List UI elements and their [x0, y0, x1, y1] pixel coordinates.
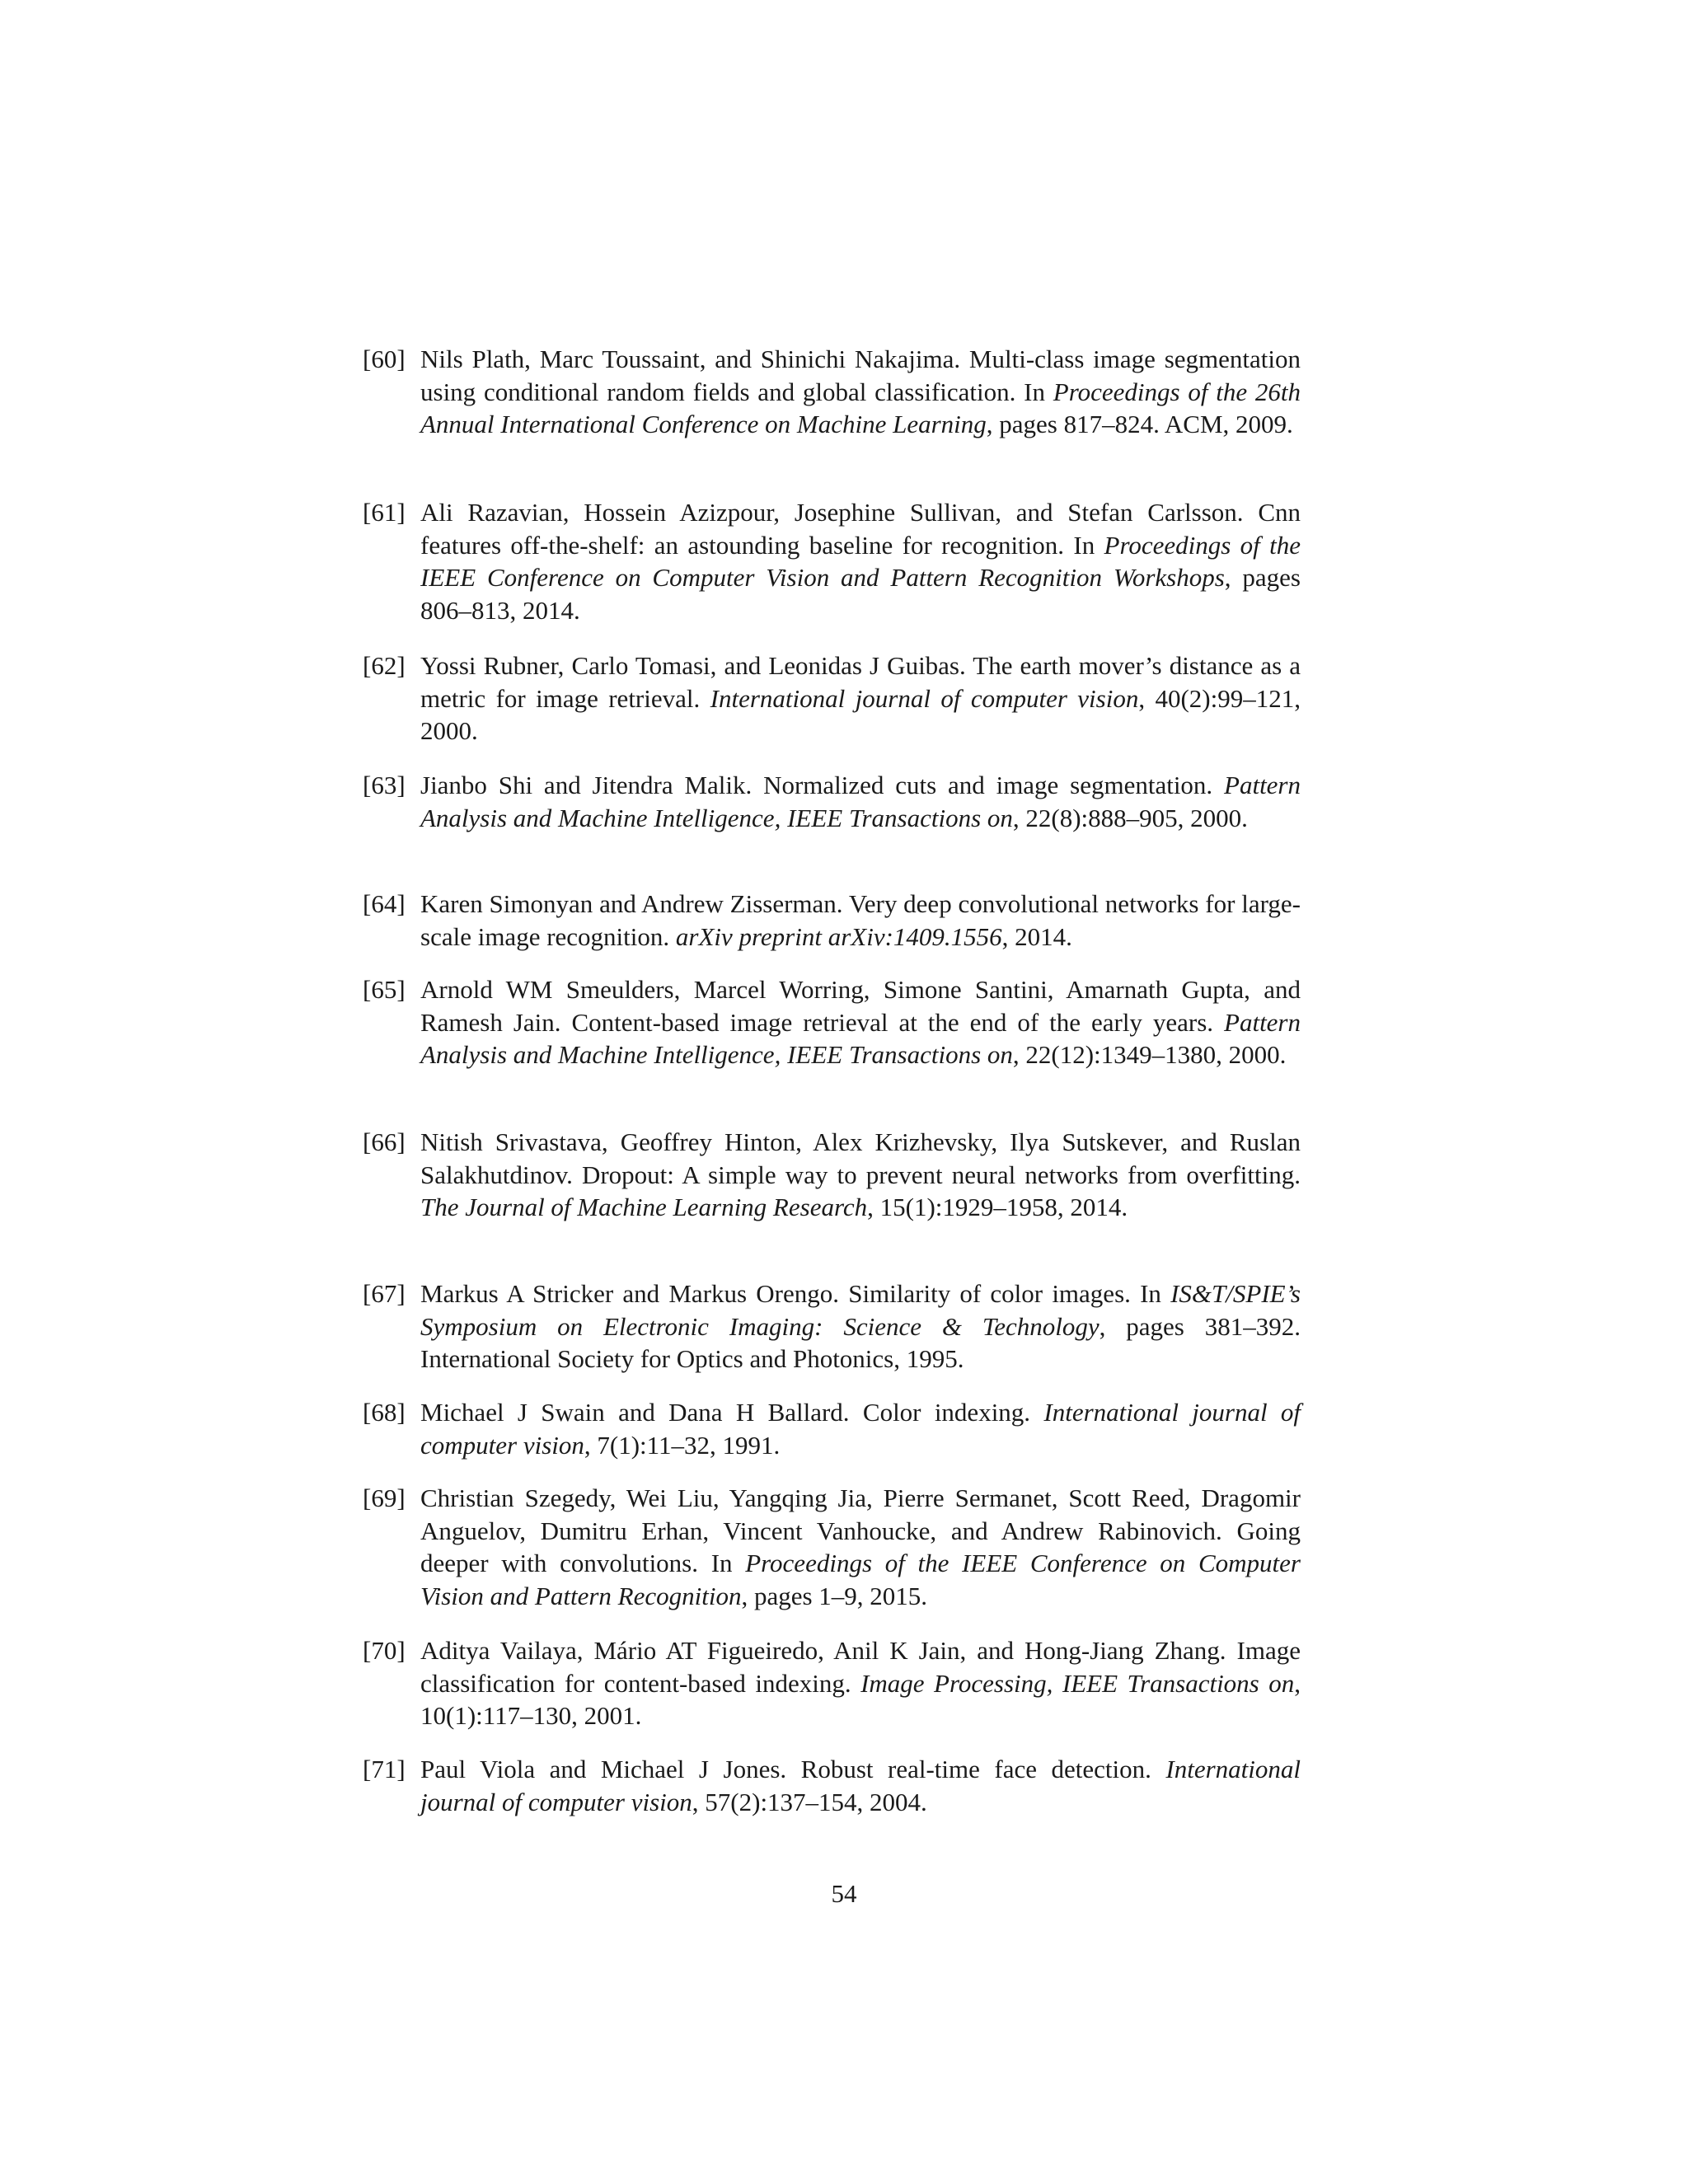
reference-entry [363, 1126, 1301, 1224]
reference-details: , pages 806–813, 2014. [420, 563, 1301, 625]
reference-details: , pages 817–824. ACM, 2009. [986, 410, 1293, 438]
reference-entry [363, 1396, 1301, 1461]
reference-entry [363, 1634, 1301, 1732]
reference-authors: Aditya Vailaya, Mário AT Figueiredo, Anil K Jain, and Hong-Jiang Zhang. [420, 1636, 1226, 1665]
reference-authors: Michael J Swain and Dana H Ballard. [420, 1398, 850, 1427]
reference-label: [68] [363, 1398, 406, 1427]
reference-text [420, 888, 1301, 953]
reference-authors: Arnold WM Smeulders, Marcel Worring, Simone Santini, Amarnath Gupta, and Ramesh Jain. [420, 975, 1301, 1037]
reference-label: [70] [363, 1636, 406, 1665]
reference-text [420, 1396, 1301, 1461]
reference-title: Very deep convolutional networks for large-scale image recognition. [420, 889, 1301, 951]
reference-authors: Nitish Srivastava, Geoffrey Hinton, Alex Krizhevsky, Ilya Sutskever, and Ruslan Salakhutdinov. [420, 1127, 1301, 1189]
reference-details: , pages 381–392. International Society for Optics and Photonics, 1995. [420, 1311, 1301, 1373]
reference-entry [363, 1753, 1301, 1818]
page-number: 54 [831, 1879, 857, 1908]
reference-details: , 10(1):117–130, 2001. [420, 1668, 1301, 1730]
reference-authors: Paul Viola and Michael J Jones. [420, 1755, 787, 1783]
reference-authors: Nils Plath, Marc Toussaint, and Shinichi Nakajima. [420, 344, 961, 373]
reference-venue: International journal of computer vision [420, 1398, 1301, 1460]
reference-text [420, 649, 1301, 748]
reference-entry [363, 343, 1301, 441]
reference-text [420, 1277, 1301, 1376]
reference-venue: Proceedings of the IEEE Conference on Computer Vision and Pattern Recognition [420, 1549, 1301, 1610]
reference-label: [66] [363, 1127, 406, 1156]
reference-title: Robust real-time face detection. [800, 1755, 1151, 1783]
reference-label: [64] [363, 889, 406, 918]
reference-authors: Jianbo Shi and Jitendra Malik. [420, 771, 753, 799]
reference-text [420, 343, 1301, 441]
reference-title: Cnn features off-the-shelf: an astounding baseline for recognition. In [420, 498, 1301, 560]
reference-entry [363, 1482, 1301, 1612]
reference-details: , 22(12):1349–1380, 2000. [1012, 1040, 1287, 1069]
reference-text [420, 1482, 1301, 1612]
reference-venue: Image Processing, IEEE Transactions on [860, 1668, 1295, 1698]
reference-details: , 15(1):1929–1958, 2014. [867, 1193, 1128, 1221]
reference-venue: Pattern Analysis and Machine Intelligence, IEEE Transactions on [420, 1007, 1301, 1069]
reference-title: The earth mover’s distance as a metric for image retrieval. [420, 651, 1301, 713]
reference-venue: International journal of computer vision [420, 1755, 1301, 1816]
reference-text [420, 1753, 1301, 1818]
reference-authors: Karen Simonyan and Andrew Zisserman. [420, 889, 843, 918]
reference-title: Content-based image retrieval at the end of the early years. [571, 1007, 1214, 1037]
reference-title: Image classification for content-based indexing. [420, 1636, 1301, 1698]
reference-title: Going deeper with convolutions. In [420, 1516, 1301, 1577]
reference-text [420, 496, 1301, 626]
reference-authors: Christian Szegedy, Wei Liu, Yangqing Jia, Pierre Sermanet, Scott Reed, Dragomir Anguelov, Dumitru Erhan, Vincent Vanhoucke, and Andrew Rabinovich. [420, 1483, 1301, 1545]
reference-text [420, 973, 1301, 1071]
reference-details: , 22(8):888–905, 2000. [1012, 803, 1248, 832]
reference-venue: IS&T/SPIE’s Symposium on Electronic Imaging: Science & Technology [420, 1279, 1301, 1341]
reference-text [420, 1126, 1301, 1224]
reference-entry [363, 496, 1301, 626]
reference-label: [60] [363, 344, 406, 373]
reference-text [420, 769, 1301, 834]
reference-entry [363, 769, 1301, 834]
reference-title: Dropout: A simple way to prevent neural networks from overfitting. [581, 1160, 1301, 1189]
reference-venue: Proceedings of the IEEE Conference on Computer Vision and Pattern Recognition Workshops [420, 530, 1301, 592]
reference-title: Color indexing. [862, 1398, 1031, 1427]
reference-entry [363, 888, 1301, 953]
reference-authors: Markus A Stricker and Markus Orengo. [420, 1279, 839, 1308]
reference-venue: Pattern Analysis and Machine Intelligence, IEEE Transactions on [420, 771, 1301, 832]
reference-entry [363, 973, 1301, 1071]
reference-label: [61] [363, 498, 406, 527]
reference-details: , 40(2):99–121, 2000. [420, 683, 1301, 745]
reference-label: [62] [363, 651, 406, 680]
reference-title: Normalized cuts and image segmentation. [763, 771, 1213, 799]
reference-details: , pages 1–9, 2015. [741, 1581, 928, 1610]
reference-label: [63] [363, 771, 406, 799]
reference-details: , 7(1):11–32, 1991. [584, 1430, 781, 1460]
reference-authors: Yossi Rubner, Carlo Tomasi, and Leonidas J Guibas. [420, 651, 966, 680]
reference-entry [363, 649, 1301, 748]
reference-details: , 57(2):137–154, 2004. [692, 1787, 927, 1816]
reference-entry [363, 1277, 1301, 1376]
reference-details: , 2014. [1001, 921, 1072, 951]
reference-label: [71] [363, 1755, 406, 1783]
reference-venue: Proceedings of the 26th Annual International Conference on Machine Learning [420, 377, 1301, 438]
reference-authors: Ali Razavian, Hossein Azizpour, Josephine Sullivan, and Stefan Carlsson. [420, 498, 1244, 527]
reference-venue: The Journal of Machine Learning Research [420, 1193, 868, 1221]
reference-venue: International journal of computer vision [710, 683, 1139, 713]
reference-label: [69] [363, 1483, 406, 1512]
reference-venue: arXiv preprint arXiv:1409.1556 [675, 921, 1002, 951]
reference-title: Similarity of color images. In [848, 1279, 1161, 1308]
reference-title: Multi-class image segmentation using conditional random fields and global classification. In [420, 344, 1301, 406]
reference-label: [67] [363, 1279, 406, 1308]
reference-label: [65] [363, 975, 406, 1004]
reference-text [420, 1634, 1301, 1732]
